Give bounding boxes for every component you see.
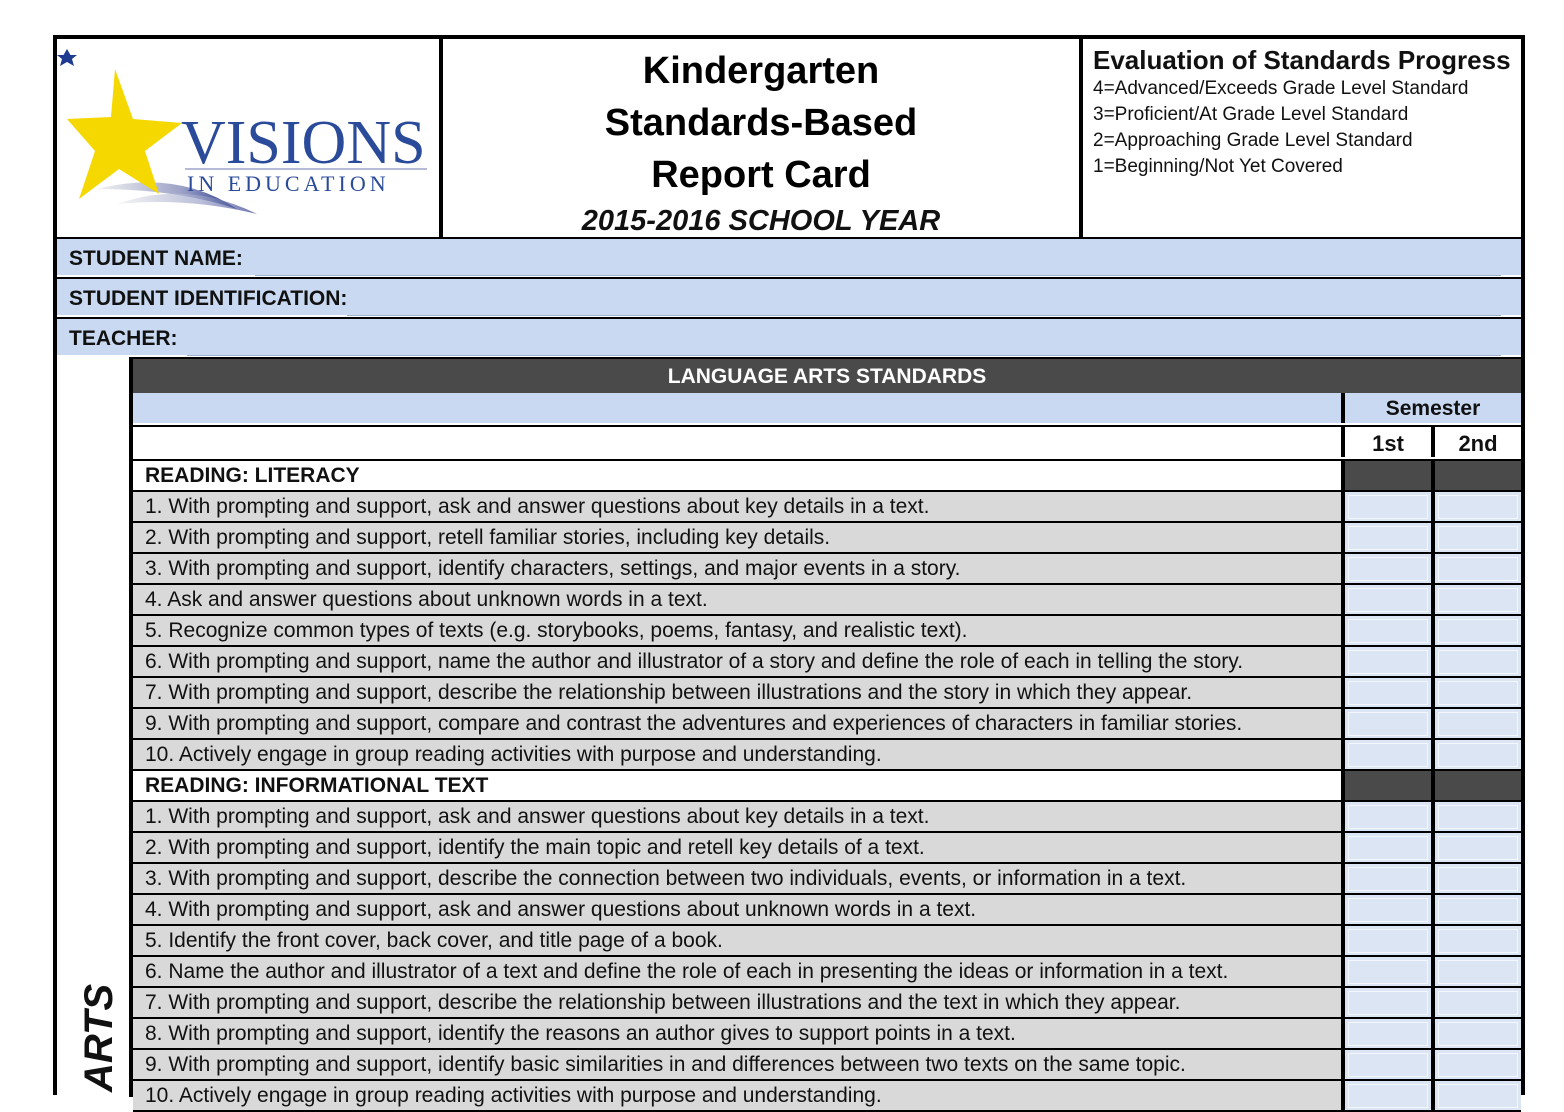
table-row [133, 492, 1521, 523]
standard-text: 6. Name the author and illustrator of a text and define the role of each in presenting the ideas or information in a text. [133, 957, 1345, 986]
table-row [133, 647, 1521, 678]
evaluation-key [1083, 39, 1521, 237]
standard-text: 4. With prompting and support, ask and answer questions about unknown words in a text. [133, 895, 1345, 924]
eval-level-3: 3=Proficient/At Grade Level Standard [1093, 104, 1409, 125]
grade-cell-1st[interactable] [1345, 895, 1435, 924]
grade-cell-2nd[interactable] [1435, 833, 1521, 862]
standard-text: 1. With prompting and support, ask and answer questions about key details in a text. [133, 802, 1345, 831]
standard-text: 3. With prompting and support, describe the connection between two individuals, events, or information in a text. [133, 864, 1345, 893]
table-row [133, 1081, 1521, 1112]
logo-sub: IN EDUCATION [187, 171, 390, 196]
standard-text: 4. Ask and answer questions about unknown words in a text. [133, 585, 1345, 614]
grade-cell-2nd[interactable] [1435, 647, 1521, 676]
table-row [133, 554, 1521, 585]
section-heading: READING: LITERACY [133, 461, 1345, 490]
table-row [133, 833, 1521, 864]
student-name-field[interactable] [255, 243, 1501, 276]
semester-columns-row [133, 427, 1521, 461]
standard-text: 7. With prompting and support, describe the relationship between illustrations and the text in which they appear. [133, 988, 1345, 1017]
grade-cell-2nd[interactable] [1435, 1019, 1521, 1048]
table-row [133, 616, 1521, 647]
grade-cell-2nd[interactable] [1435, 1081, 1521, 1110]
table-row [133, 988, 1521, 1019]
student-id-field[interactable] [347, 283, 1501, 316]
section-heading-literacy [133, 461, 1521, 492]
student-name-row [57, 237, 1521, 275]
visions-logo-icon [57, 39, 439, 237]
grade-cell-2nd[interactable] [1435, 740, 1521, 769]
table-row [133, 864, 1521, 895]
logo [57, 39, 443, 237]
grade-cell-2nd[interactable] [1435, 864, 1521, 893]
teacher-field[interactable] [187, 323, 1501, 356]
evaluation-title: Evaluation of Standards Progress [1093, 45, 1511, 75]
eval-level-1: 1=Beginning/Not Yet Covered [1093, 156, 1343, 177]
grade-cell-2nd[interactable] [1435, 678, 1521, 707]
band-title: LANGUAGE ARTS STANDARDS [133, 357, 1521, 393]
grade-cell-2nd[interactable] [1435, 988, 1521, 1017]
grade-cell-2nd[interactable] [1435, 616, 1521, 645]
standard-text: 5. Recognize common types of texts (e.g. storybooks, poems, fantasy, and realistic text). [133, 616, 1345, 645]
student-id-row [57, 277, 1521, 315]
standard-text: 5. Identify the front cover, back cover, and title page of a book. [133, 926, 1345, 955]
grade-cell-1st[interactable] [1345, 585, 1435, 614]
table-row [133, 957, 1521, 988]
grade-cell-1st[interactable] [1345, 709, 1435, 738]
eval-level-4: 4=Advanced/Exceeds Grade Level Standard [1093, 78, 1469, 99]
grade-cell-2nd[interactable] [1435, 802, 1521, 831]
standard-text: 2. With prompting and support, retell familiar stories, including key details. [133, 523, 1345, 552]
standard-text: 3. With prompting and support, identify characters, settings, and major events in a story. [133, 554, 1345, 583]
standard-text: 10. Actively engage in group reading activities with purpose and understanding. [133, 740, 1345, 769]
grade-cell-1st[interactable] [1345, 833, 1435, 862]
semester-row [133, 393, 1521, 427]
school-year: 2015-2016 SCHOOL YEAR [581, 205, 941, 237]
grade-cell-2nd[interactable] [1435, 1050, 1521, 1079]
semester-label: Semester [1345, 393, 1521, 423]
side-label: ARTS [77, 983, 121, 1092]
grade-cell-2nd[interactable] [1435, 926, 1521, 955]
grade-cell-1st[interactable] [1345, 492, 1435, 521]
grade-cell-1st[interactable] [1345, 988, 1435, 1017]
standard-text: 2. With prompting and support, identify the main topic and retell key details of a text. [133, 833, 1345, 862]
grade-cell-1st[interactable] [1345, 647, 1435, 676]
grade-cell-1st[interactable] [1345, 802, 1435, 831]
grade-cell-1st[interactable] [1345, 678, 1435, 707]
grade-cell-1st[interactable] [1345, 554, 1435, 583]
grade-cell-2nd[interactable] [1435, 554, 1521, 583]
grade-cell-2nd[interactable] [1435, 523, 1521, 552]
grade-cell-2nd[interactable] [1435, 492, 1521, 521]
standard-text: 8. With prompting and support, identify the reasons an author gives to support points in a text. [133, 1019, 1345, 1048]
table-row [133, 585, 1521, 616]
standard-text: 10. Actively engage in group reading activities with purpose and understanding. [133, 1081, 1345, 1110]
grade-cell-1st[interactable] [1345, 1019, 1435, 1048]
table-row [133, 895, 1521, 926]
grade-cell-1st[interactable] [1345, 740, 1435, 769]
grade-cell-2nd[interactable] [1435, 895, 1521, 924]
standard-text: 6. With prompting and support, name the author and illustrator of a story and define the role of each in telling the story. [133, 647, 1345, 676]
title-block [443, 39, 1083, 237]
header [57, 39, 1521, 237]
standards-table [133, 357, 1521, 1112]
student-name-label: STUDENT NAME: [69, 247, 243, 270]
col-2nd: 2nd [1458, 431, 1498, 456]
grade-cell-1st[interactable] [1345, 926, 1435, 955]
report-card-sheet [53, 35, 1525, 1107]
standard-text: 9. With prompting and support, compare and contrast the adventures and experiences of characters in familiar stories. [133, 709, 1345, 738]
table-row [133, 926, 1521, 957]
table-row [133, 1019, 1521, 1050]
grade-cell-1st[interactable] [1345, 957, 1435, 986]
col-1st: 1st [1345, 427, 1435, 457]
grade-cell-2nd[interactable] [1435, 585, 1521, 614]
title-line3: Report Card [651, 154, 871, 196]
section-heading-informational [133, 771, 1521, 802]
standard-text: 1. With prompting and support, ask and answer questions about key details in a text. [133, 492, 1345, 521]
table-row [133, 709, 1521, 740]
grade-cell-2nd[interactable] [1435, 957, 1521, 986]
teacher-row [57, 317, 1521, 355]
teacher-label: TEACHER: [69, 327, 178, 350]
table-row [133, 740, 1521, 771]
table-row [133, 802, 1521, 833]
grade-cell-2nd[interactable] [1435, 709, 1521, 738]
subject-side-column [57, 357, 133, 1097]
table-row [133, 678, 1521, 709]
grade-cell-1st[interactable] [1345, 864, 1435, 893]
table-row [133, 1050, 1521, 1081]
student-id-label: STUDENT IDENTIFICATION: [69, 287, 348, 310]
standard-text: 7. With prompting and support, describe the relationship between illustrations and the story in which they appear. [133, 678, 1345, 707]
grade-cell-1st[interactable] [1345, 1050, 1435, 1079]
title-line2: Standards-Based [604, 102, 918, 144]
grade-cell-1st[interactable] [1345, 1081, 1435, 1110]
logo-word: VISIONS [181, 109, 426, 177]
standard-text: 9. With prompting and support, identify basic similarities in and differences between two texts on the same topic. [133, 1050, 1345, 1079]
title-line1: Kindergarten [642, 50, 880, 92]
eval-level-2: 2=Approaching Grade Level Standard [1093, 130, 1413, 151]
table-row [133, 523, 1521, 554]
grade-cell-1st[interactable] [1345, 616, 1435, 645]
grade-cell-1st[interactable] [1345, 523, 1435, 552]
section-heading: READING: INFORMATIONAL TEXT [133, 771, 1345, 800]
